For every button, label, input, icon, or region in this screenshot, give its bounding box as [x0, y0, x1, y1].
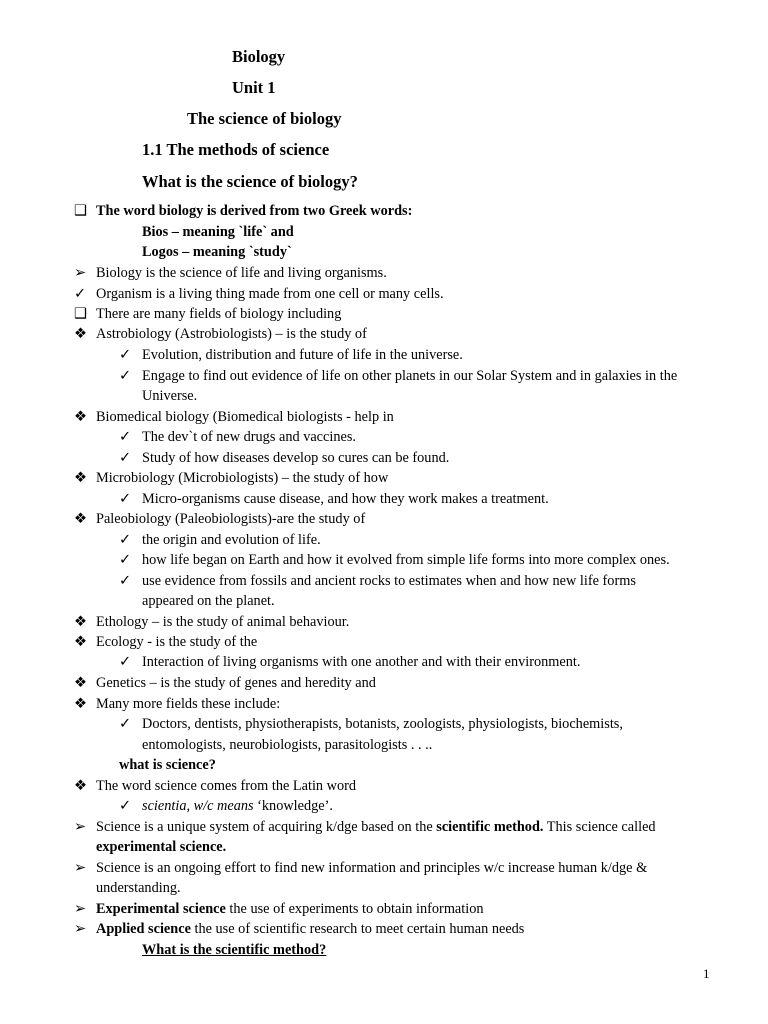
diamond-bullet: ❖ [74, 409, 87, 425]
organism-definition: Organism is a living thing made from one cell or many cells. [96, 286, 444, 302]
paleobiology-item: Paleobiology (Paleobiologists)-are the study of [96, 511, 366, 527]
ethology-item: Ethology – is the study of animal behaviour. [96, 614, 350, 630]
scientia-meaning: ‘knowledge’. [253, 798, 333, 814]
section-heading: 1.1 The methods of science [142, 140, 330, 159]
microbiology-item: Microbiology (Microbiologists) – the study of how [96, 470, 389, 486]
biomed-sub-1: The dev`t of new drugs and vaccines. [142, 429, 356, 445]
arrow-bullet: ➢ [74, 819, 86, 835]
scientific-method-term: scientific method. [436, 819, 544, 835]
arrow-bullet: ➢ [74, 901, 86, 917]
micro-sub-1: Micro-organisms cause disease, and how they work makes a treatment. [142, 491, 549, 507]
fields-intro: There are many fields of biology including [96, 306, 342, 322]
diamond-bullet: ❖ [74, 696, 87, 712]
science-system-text: Science is a unique system of acquiring k/dge based on the [96, 819, 437, 835]
biology-definition: Biology is the science of life and living organisms. [96, 265, 387, 281]
ongoing-effort-cont: understanding. [96, 880, 181, 896]
scientia-line [142, 796, 333, 817]
astro-sub-1: Evolution, distribution and future of life in the universe. [142, 347, 463, 363]
genetics-item: Genetics – is the study of genes and heredity and [96, 675, 376, 691]
bios-line: Bios – meaning `life` and [142, 224, 294, 240]
scientific-method-heading: What is the scientific method? [142, 942, 327, 958]
subject-heading: Biology [232, 47, 286, 66]
astro-sub-2: Engage to find out evidence of life on other planets in our Solar System and in galaxies in the [142, 368, 678, 384]
arrow-bullet: ➢ [74, 265, 86, 281]
paleo-sub-2: how life began on Earth and how it evolved from simple life forms into more complex ones. [142, 552, 670, 568]
ecology-item: Ecology - is the study of the [96, 634, 258, 650]
check-bullet: ✓ [74, 286, 86, 302]
diamond-bullet: ❖ [74, 614, 87, 630]
diamond-bullet: ❖ [74, 675, 87, 691]
check-bullet: ✓ [119, 654, 131, 670]
biomed-sub-2: Study of how diseases develop so cures can be found. [142, 450, 450, 466]
more-fields-item: Many more fields these include: [96, 696, 281, 712]
diamond-bullet: ❖ [74, 634, 87, 650]
check-bullet: ✓ [119, 552, 131, 568]
diamond-bullet: ❖ [74, 470, 87, 486]
experimental-science-term: experimental science. [96, 839, 227, 855]
check-bullet: ✓ [119, 573, 131, 589]
arrow-bullet: ➢ [74, 860, 86, 876]
applied-science-desc: the use of scientific research to meet certain human needs [190, 921, 525, 937]
check-bullet: ✓ [119, 716, 131, 732]
logos-line: Logos – meaning `study` [142, 244, 292, 260]
check-bullet: ✓ [119, 532, 131, 548]
science-system-line [96, 817, 656, 838]
professions-line: Doctors, dentists, physiotherapists, botanists, zoologists, physiologists, biochemists, [142, 716, 623, 732]
diamond-bullet: ❖ [74, 778, 87, 794]
professions-line-cont: entomologists, neurobiologists, parasitologists . . .. [142, 737, 433, 753]
what-is-science-heading: what is science? [119, 757, 216, 773]
astro-sub-2-cont: Universe. [142, 388, 198, 404]
check-bullet: ✓ [119, 347, 131, 363]
applied-science-line [96, 919, 524, 940]
paleo-sub-3: use evidence from fossils and ancient rocks to estimates when and how new life forms [142, 573, 636, 589]
greek-words-intro: The word biology is derived from two Greek words: [96, 203, 413, 219]
diamond-bullet: ❖ [74, 511, 87, 527]
unit-heading: Unit 1 [232, 78, 276, 97]
check-bullet: ✓ [119, 798, 131, 814]
experimental-science-line [96, 899, 484, 920]
astrobiology-item: Astrobiology (Astrobiologists) – is the study of [96, 326, 367, 342]
ongoing-effort-line: Science is an ongoing effort to find new information and principles w/c increase human k/dge & [96, 860, 648, 876]
check-bullet: ✓ [119, 491, 131, 507]
check-bullet: ✓ [119, 450, 131, 466]
square-bullet: ❑ [74, 306, 87, 322]
paleo-sub-1: the origin and evolution of life. [142, 532, 321, 548]
arrow-bullet: ➢ [74, 921, 86, 937]
science-system-tail: This science called [543, 819, 656, 835]
diamond-bullet: ❖ [74, 326, 87, 342]
page-number: 1 [703, 966, 710, 981]
ecology-sub-1: Interaction of living organisms with one another and with their environment. [142, 654, 581, 670]
check-bullet: ✓ [119, 368, 131, 384]
experimental-science-label: Experimental science [96, 901, 226, 917]
question-heading: What is the science of biology? [142, 172, 358, 191]
applied-science-label: Applied science [96, 921, 191, 937]
chapter-heading: The science of biology [187, 109, 342, 128]
experimental-science-desc: the use of experiments to obtain information [225, 901, 484, 917]
check-bullet: ✓ [119, 429, 131, 445]
scientia-term: scientia, w/c means [142, 798, 254, 814]
biomedical-item: Biomedical biology (Biomedical biologists - help in [96, 409, 394, 425]
science-origin: The word science comes from the Latin word [96, 778, 357, 794]
square-bullet: ❑ [74, 203, 87, 219]
paleo-sub-3-cont: appeared on the planet. [142, 593, 275, 609]
